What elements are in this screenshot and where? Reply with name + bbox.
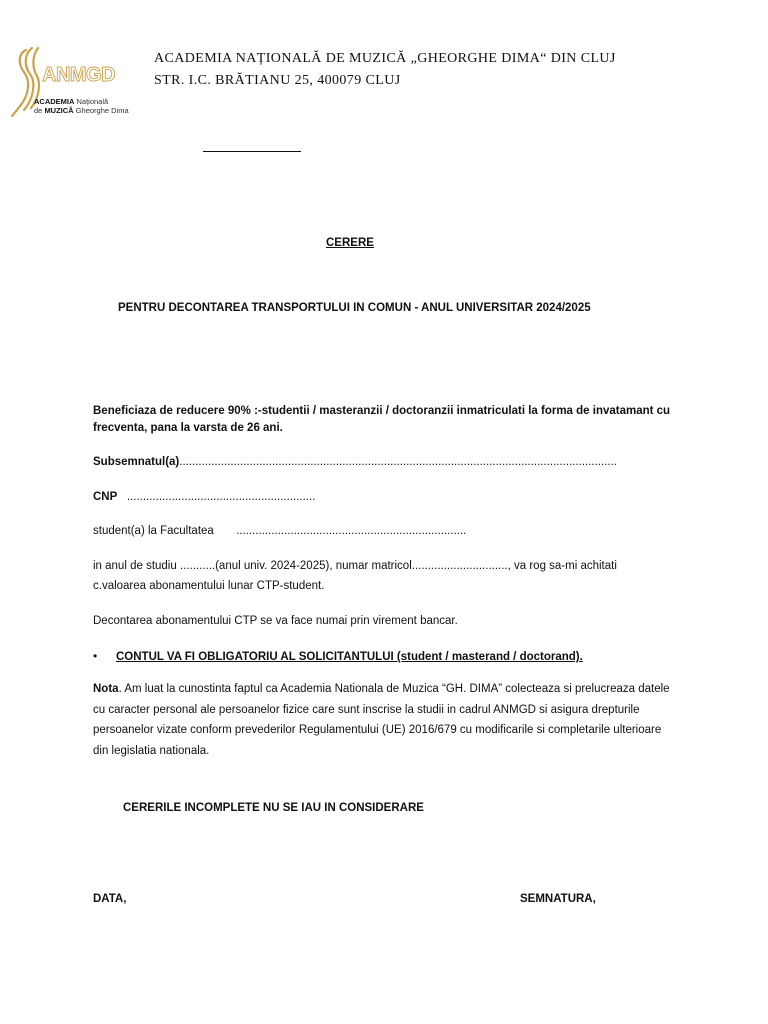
logo-caption (34, 97, 134, 115)
nota-text: . Am luat la cunostinta faptul ca Academia Nationala de Muzica “GH. DIMA” colecteaza si prelucreaza datele cu caracter personal ale persoanelor fizice care sunt inscrise la studii in cadrul ANMGD si asigura drepturile persoanelor vizate conform prevederilor Regulamentului (UE) 2016/679 cu modificarile si completarile ulterioare din legislatia nationala. (93, 683, 670, 757)
logo-caption-line2: de MUZICĂ Gheorghe Dima (34, 106, 129, 115)
faculty-dots: ........................................................................ (236, 525, 467, 537)
name-field (93, 456, 617, 468)
gdpr-note (93, 679, 673, 761)
name-dots: ......................................................................................................................................... (179, 456, 617, 468)
bullet-icon: • (93, 649, 98, 663)
faculty-field (93, 525, 466, 537)
institution-name: ACADEMIA NAȚIONALĂ DE MUZICĂ „GHEORGHE DIMA“ DIN CLUJ (154, 51, 616, 66)
document-title: CERERE (326, 237, 374, 249)
cnp-label: CNP (93, 491, 118, 503)
institution-address: STR. I.C. BRĂTIANU 25, 400079 CLUJ (154, 73, 401, 88)
faculty-label: student(a) la Facultatea (93, 525, 214, 537)
document-subtitle: PENTRU DECONTAREA TRANSPORTULUI IN COMUN - ANUL UNIVERSITAR 2024/2025 (118, 302, 591, 314)
date-label: DATA, (93, 893, 127, 905)
payment-note: Decontarea abonamentului CTP se va face numai prin virement bancar. (93, 615, 458, 627)
incomplete-warning: CERERILE INCOMPLETE NU SE IAU IN CONSIDERARE (123, 802, 424, 814)
study-year-line: in anul de studiu ...........(anul univ. 2024-2025), numar matricol.............................., va rog sa-mi achitati (93, 560, 617, 572)
eligibility-note: Beneficiaza de reducere 90% :-studentii / masteranzii / doctoranzii inmatriculati la forma de invatamant cu frecventa, pana la varsta de 26 ani. (93, 405, 671, 434)
account-requirement: CONTUL VA FI OBLIGATORIU AL SOLICITANTULUI (student / masterand / doctorand). (116, 651, 583, 663)
cnp-dots: ........................................................... (126, 491, 316, 503)
logo-caption-line1: ACADEMIA Națională (34, 97, 109, 106)
cnp-field (93, 491, 315, 503)
registration-number-line (203, 151, 301, 152)
name-label: Subsemnatul(a) (93, 456, 180, 468)
logo-mark-text: ANMGD (42, 64, 116, 86)
signature-label: SEMNATURA, (520, 893, 596, 905)
study-year-line-2: c.valoarea abonamentului lunar CTP-student. (93, 580, 325, 592)
nota-label: Nota (93, 683, 119, 695)
